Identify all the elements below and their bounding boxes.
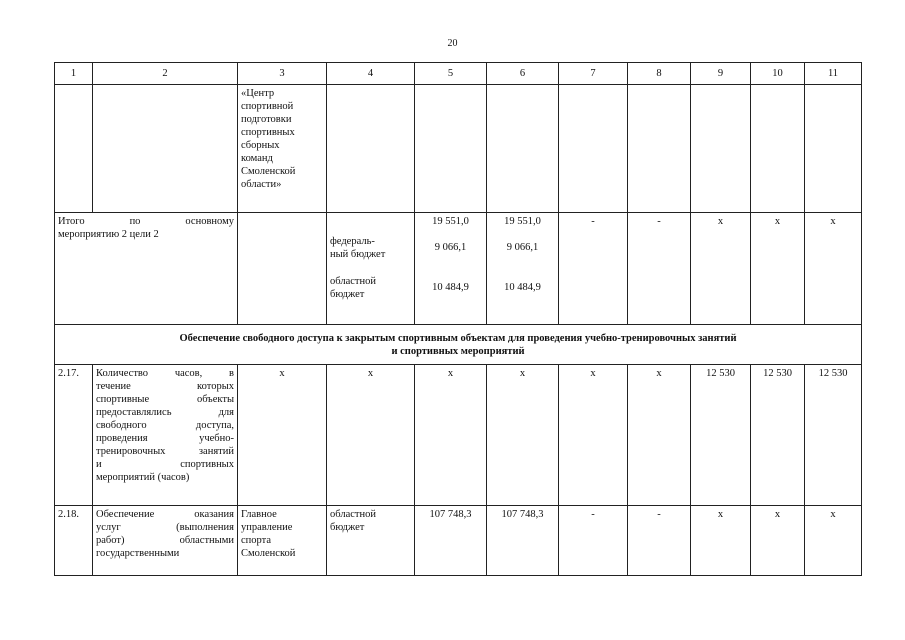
header-col-10: 10 [751,63,805,85]
total-col-5: 19 551,0 9 066,1 10 484,9 [415,213,487,325]
header-col-2: 2 [93,63,238,85]
row-2-18 [55,506,862,576]
row-2-18-col-8: - [628,506,691,576]
row-2-18-col-5: 107 748,3 [415,506,487,576]
row-2-18-col-7: - [559,506,628,576]
total-col-9: х [691,213,751,325]
header-col-6: 6 [487,63,559,85]
row-2-17-col-3: х [238,365,327,506]
header-col-11: 11 [805,63,862,85]
row-2-17-col-5: х [415,365,487,506]
row-2-18-source: областной бюджет [327,506,415,576]
row-2-17-col-9: 12 530 [691,365,751,506]
total-col-6: 19 551,0 9 066,1 10 484,9 [487,213,559,325]
header-col-5: 5 [415,63,487,85]
row-2-18-col-11: х [805,506,862,576]
row-2-17-col-11: 12 530 [805,365,862,506]
row-2-18-col-10: х [751,506,805,576]
total-col-11: х [805,213,862,325]
section-title: Обеспечение свободного доступа к закрытым спортивным объектам для проведения учебно-тренировочных занятий и спортивных мероприятий [55,325,862,365]
row-2-17-col-6: х [487,365,559,506]
row-2-17-num: 2.17. [55,365,93,506]
org-cell: «Центр спортивной подготовки спортивных сборных команд Смоленской области» [238,85,327,213]
row-2-18-num: 2.18. [55,506,93,576]
page-number: 20 [447,38,458,49]
row-2-17 [55,365,862,506]
total-col-7: - [559,213,628,325]
row-2-18-org: Главное управление спорта Смоленской [238,506,327,576]
section-row [55,325,862,365]
total-row [55,213,862,325]
row-2-17-desc: Количество часов, в течение которых спортивные объекты предоставлялись для свободного доступа, проведения учебно- тренировочных занятий и спортивных мероприятий (часов) [93,365,238,506]
header-row [55,63,862,85]
row-2-17-col-4: х [327,365,415,506]
funding-sources: федераль- ный бюджет областной бюджет [327,213,415,325]
total-label: Итого по основному мероприятию 2 цели 2 [55,213,238,325]
org-continuation-row [55,85,862,213]
header-col-9: 9 [691,63,751,85]
header-col-3: 3 [238,63,327,85]
header-col-4: 4 [327,63,415,85]
row-2-18-col-6: 107 748,3 [487,506,559,576]
row-2-17-col-8: х [628,365,691,506]
row-2-18-desc: Обеспечение оказания услуг (выполнения работ) областными государственными [93,506,238,576]
total-col-10: х [751,213,805,325]
header-col-8: 8 [628,63,691,85]
row-2-18-col-9: х [691,506,751,576]
row-2-17-col-7: х [559,365,628,506]
header-col-1: 1 [55,63,93,85]
program-table [54,62,862,576]
total-col-8: - [628,213,691,325]
header-col-7: 7 [559,63,628,85]
row-2-17-col-10: 12 530 [751,365,805,506]
